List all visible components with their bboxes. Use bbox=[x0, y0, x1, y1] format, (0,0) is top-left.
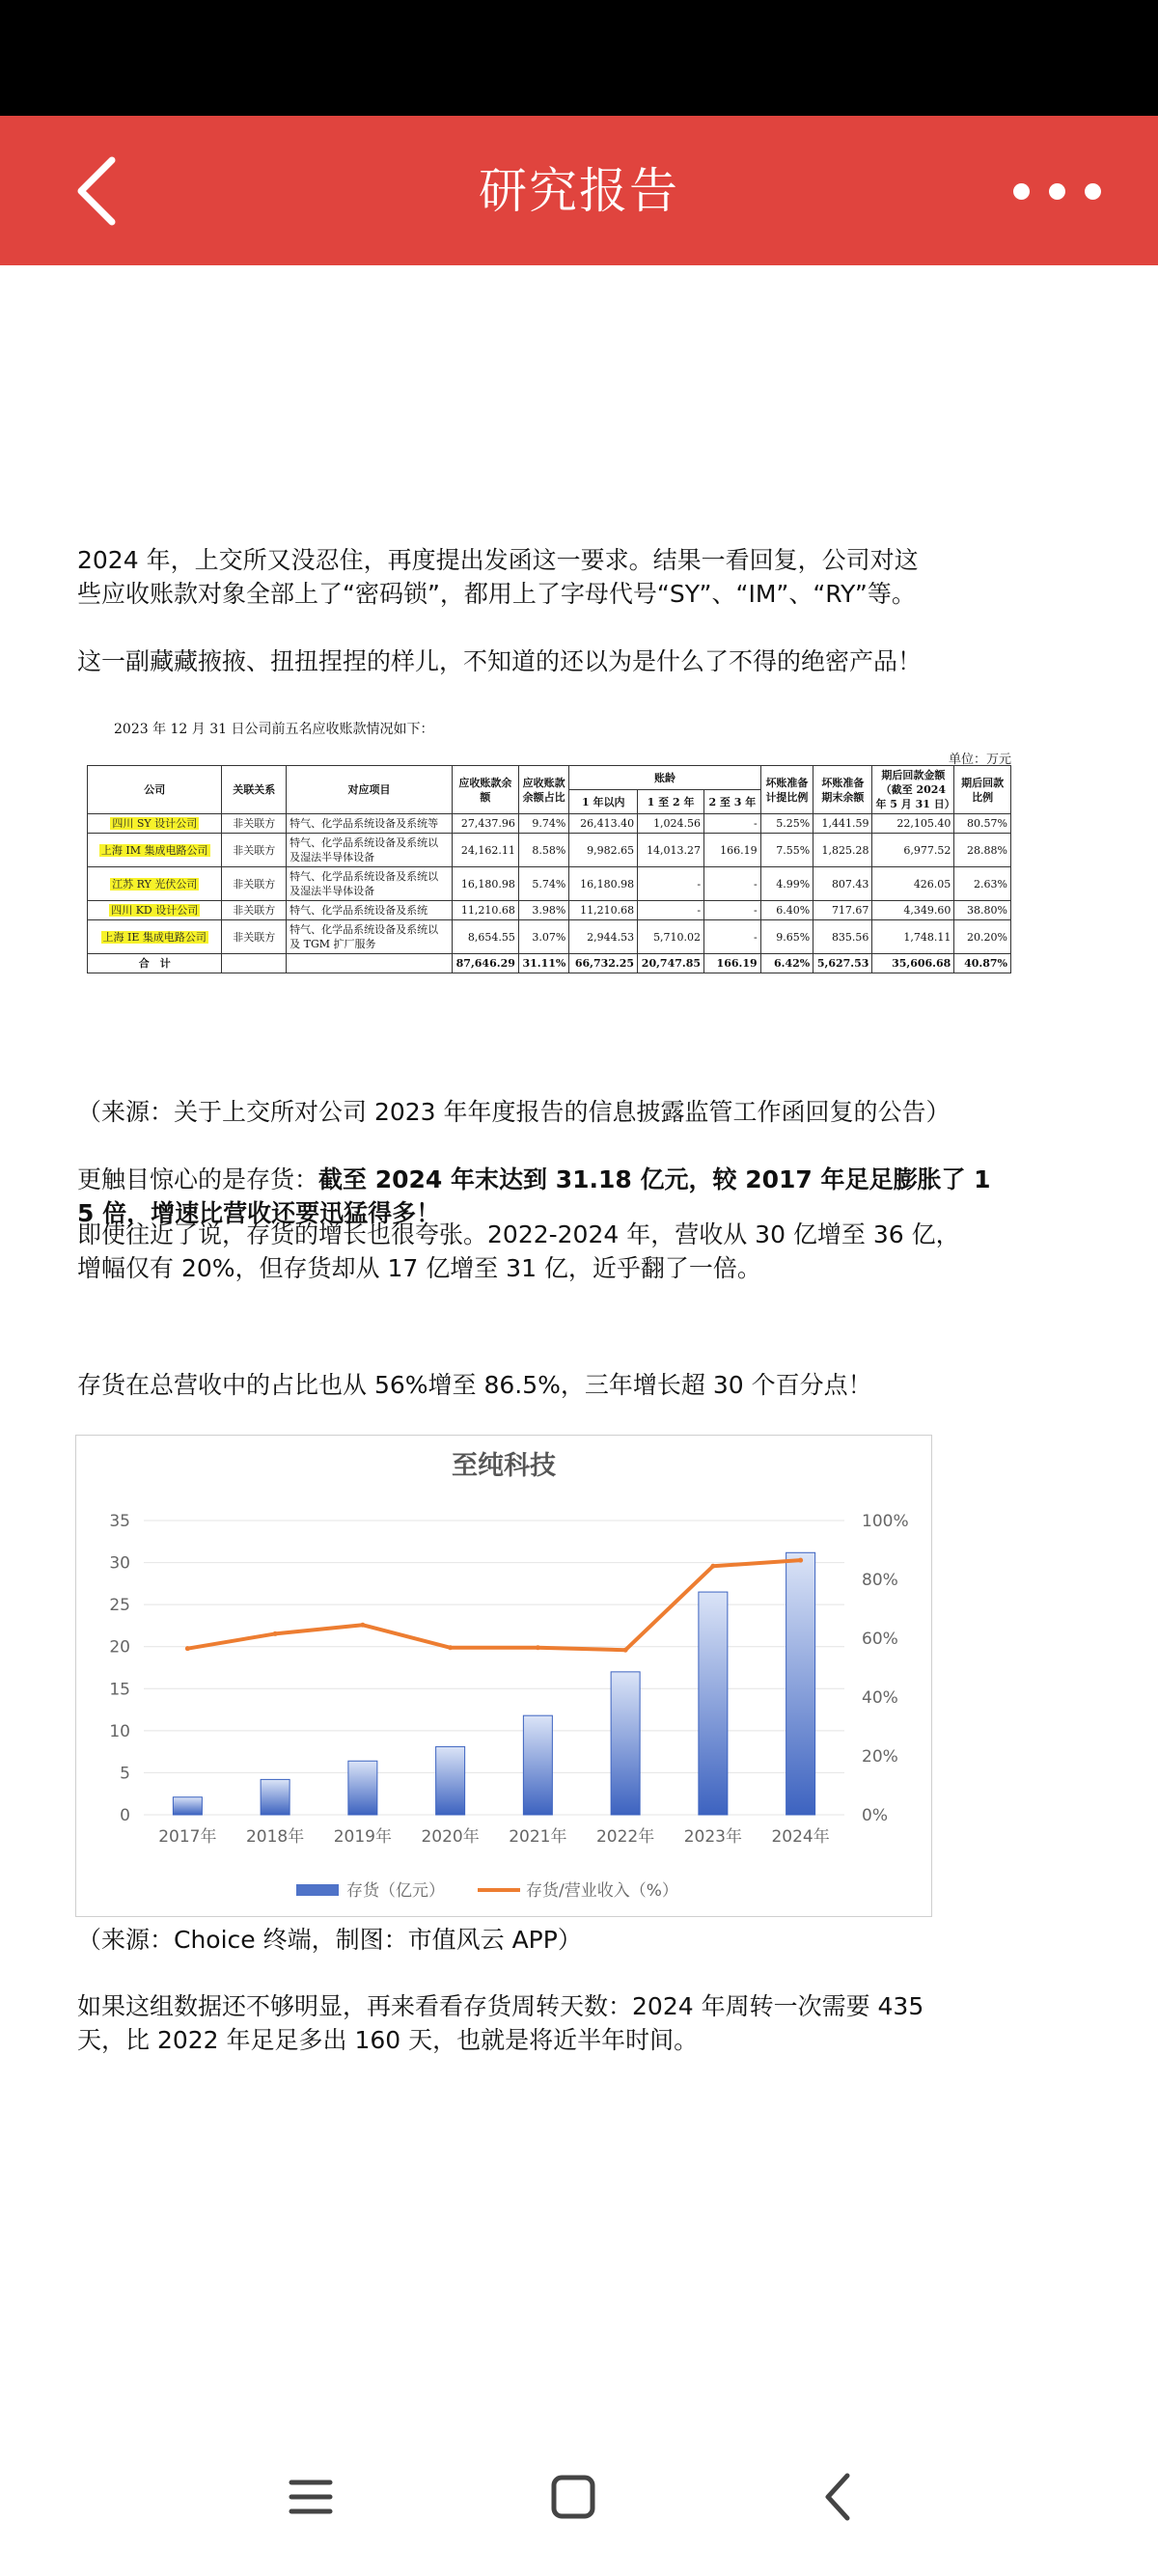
x-axis-tick-label: 2019年 bbox=[333, 1827, 393, 1847]
chevron-left-icon bbox=[811, 2468, 868, 2526]
cell-balance: 16,180.98 bbox=[452, 867, 518, 901]
ratio-line-point bbox=[536, 1645, 540, 1650]
paragraph-line: 如果这组数据还不够明显，再来看看存货周转天数：2024 年周转一次需要 435 bbox=[77, 1992, 924, 2020]
col-header-bad-end: 坏账准备期末余额 bbox=[813, 766, 872, 814]
cell-relation: 非关联方 bbox=[222, 867, 287, 901]
cell-age1: 2,944.53 bbox=[569, 920, 638, 954]
paragraph-line: 些应收账款对象全部上了“密码锁”，都用上了字母代号“SY”、“IM”、“RY”等。 bbox=[77, 580, 916, 608]
cell-age2: - bbox=[638, 867, 704, 901]
ratio-line-point bbox=[448, 1645, 453, 1650]
cell-bad-end: 835.56 bbox=[813, 920, 872, 954]
x-axis-tick-label: 2018年 bbox=[245, 1827, 305, 1847]
status-bar bbox=[0, 0, 1158, 116]
cell-project: 特气、化学品系统设备及系统等 bbox=[287, 814, 453, 834]
cell-bad-ratio: 4.99% bbox=[760, 867, 813, 901]
highlighted-company-name: 上海 IM 集成电路公司 bbox=[100, 843, 208, 857]
cell-collected-ratio: 38.80% bbox=[954, 901, 1011, 920]
ratio-line-point bbox=[273, 1631, 278, 1636]
col-header-relation: 关联关系 bbox=[222, 766, 287, 814]
cell-bad-ratio: 6.40% bbox=[760, 901, 813, 920]
cell-ratio: 8.58% bbox=[518, 834, 568, 867]
paragraph-line: 增幅仅有 20%，但存货却从 17 亿增至 31 亿，近乎翻了一倍。 bbox=[77, 1254, 761, 1282]
nav-back-button[interactable] bbox=[811, 2468, 868, 2526]
table-row bbox=[88, 834, 1011, 867]
cell-collected: 1,748.11 bbox=[872, 920, 954, 954]
cell-company bbox=[88, 834, 222, 867]
right-axis-tick-label: 20% bbox=[862, 1747, 898, 1767]
cell-age2: - bbox=[638, 901, 704, 920]
cell-balance: 8,654.55 bbox=[452, 920, 518, 954]
left-axis-tick-label: 15 bbox=[109, 1680, 130, 1700]
cell-ratio: 3.98% bbox=[518, 901, 568, 920]
cell-age3: - bbox=[704, 920, 761, 954]
paragraph-line: 2024 年，上交所又没忍住，再度提出发函这一要求。结果一看回复，公司对这 bbox=[77, 546, 919, 574]
paragraph: 这一副藏藏掖掖、扭扭捏捏的样儿，不知道的还以为是什么了不得的绝密产品！ bbox=[77, 647, 923, 675]
chart-svg bbox=[76, 1436, 931, 1916]
x-axis-tick-label: 2021年 bbox=[509, 1827, 567, 1847]
more-options-button[interactable] bbox=[1000, 152, 1116, 230]
cell-collected-ratio: 28.88% bbox=[954, 834, 1011, 867]
table-row bbox=[88, 867, 1011, 901]
inventory-chart bbox=[75, 1435, 932, 1917]
x-axis-tick-label: 2024年 bbox=[771, 1827, 830, 1847]
x-axis-tick-label: 2017年 bbox=[158, 1827, 217, 1847]
right-axis-tick-label: 40% bbox=[862, 1688, 898, 1708]
cell-relation: 非关联方 bbox=[222, 814, 287, 834]
cell-total-age1: 66,732.25 bbox=[569, 954, 638, 973]
legend-swatch-bar bbox=[296, 1884, 339, 1896]
col-header-collected: 期后回款金额（截至 2024 年 5 月 31 日） bbox=[872, 766, 954, 814]
cell-collected-ratio: 20.20% bbox=[954, 920, 1011, 954]
cell-collected-ratio: 2.63% bbox=[954, 867, 1011, 901]
bar-inventory bbox=[523, 1715, 552, 1815]
highlighted-company-name: 四川 KD 设计公司 bbox=[111, 904, 199, 917]
x-axis-tick-label: 2023年 bbox=[683, 1827, 743, 1847]
system-nav-bar bbox=[0, 2441, 1158, 2557]
table-row bbox=[88, 920, 1011, 954]
paragraph: 存货在总营收中的占比也从 56%增至 86.5%，三年增长超 30 个百分点！ bbox=[77, 1371, 872, 1399]
cell-age2: 1,024.56 bbox=[638, 814, 704, 834]
paragraph bbox=[77, 543, 1042, 611]
cell-collected: 6,977.52 bbox=[872, 834, 954, 867]
cell-bad-ratio: 9.65% bbox=[760, 920, 813, 954]
col-header-age1: 1 年以内 bbox=[569, 790, 638, 814]
left-axis-tick-label: 30 bbox=[109, 1553, 130, 1574]
cell-total-label: 合 计 bbox=[88, 954, 222, 973]
square-icon bbox=[544, 2468, 602, 2526]
bar-inventory bbox=[261, 1779, 290, 1815]
more-dot-icon bbox=[1049, 183, 1065, 200]
cell-relation: 非关联方 bbox=[222, 834, 287, 867]
cell-age1: 11,210.68 bbox=[569, 901, 638, 920]
cell-total-age3: 166.19 bbox=[704, 954, 761, 973]
col-header-bad-ratio: 坏账准备计提比例 bbox=[760, 766, 813, 814]
table-row bbox=[88, 901, 1011, 920]
cell-age1: 16,180.98 bbox=[569, 867, 638, 901]
highlighted-company-name: 江苏 RY 光伏公司 bbox=[112, 877, 198, 891]
receivables-table-figure bbox=[87, 719, 1011, 1085]
table-total-row bbox=[88, 954, 1011, 973]
cell-project: 特气、化学品系统设备及系统 bbox=[287, 901, 453, 920]
paragraph-bold-text: 截至 2024 年末达到 31.18 亿元，较 2017 年足足膨胀了 1 bbox=[318, 1165, 991, 1193]
cell-collected-ratio: 80.57% bbox=[954, 814, 1011, 834]
cell-ratio: 5.74% bbox=[518, 867, 568, 901]
cell-bad-end: 807.43 bbox=[813, 867, 872, 901]
table-caption: 2023 年 12 月 31 日公司前五名应收账款情况如下： bbox=[114, 722, 434, 737]
cell-age1: 26,413.40 bbox=[569, 814, 638, 834]
recent-apps-button[interactable] bbox=[282, 2468, 340, 2526]
cell-bad-ratio: 5.25% bbox=[760, 814, 813, 834]
cell-bad-end: 717.67 bbox=[813, 901, 872, 920]
left-axis-tick-label: 25 bbox=[109, 1596, 130, 1616]
right-axis-tick-label: 0% bbox=[862, 1806, 888, 1825]
bar-inventory bbox=[348, 1761, 377, 1815]
cell-company bbox=[88, 867, 222, 901]
ratio-line-point bbox=[623, 1648, 628, 1653]
cell-company bbox=[88, 901, 222, 920]
cell-total-collected-ratio: 40.87% bbox=[954, 954, 1011, 973]
cell-age3: - bbox=[704, 901, 761, 920]
bar-inventory bbox=[173, 1797, 202, 1815]
cell-project: 特气、化学品系统设备及系统以及湿法半导体设备 bbox=[287, 867, 453, 901]
left-axis-tick-label: 0 bbox=[120, 1806, 130, 1825]
col-header-age2: 1 至 2 年 bbox=[638, 790, 704, 814]
paragraph bbox=[77, 1989, 1081, 2057]
cell-ratio: 3.07% bbox=[518, 920, 568, 954]
source-caption: （来源：关于上交所对公司 2023 年年度报告的信息披露监管工作函回复的公告） bbox=[77, 1098, 951, 1126]
cell-company bbox=[88, 814, 222, 834]
menu-lines-icon bbox=[282, 2468, 340, 2526]
ratio-line-point bbox=[710, 1564, 715, 1569]
col-header-balance: 应收账款余额 bbox=[452, 766, 518, 814]
ratio-line-point bbox=[360, 1623, 365, 1628]
cell-collected: 22,105.40 bbox=[872, 814, 954, 834]
cell-age2: 5,710.02 bbox=[638, 920, 704, 954]
cell-company bbox=[88, 920, 222, 954]
receivables-table bbox=[87, 765, 1011, 973]
cell-age3: - bbox=[704, 867, 761, 901]
left-axis-tick-label: 10 bbox=[109, 1721, 130, 1741]
cell-ratio: 9.74% bbox=[518, 814, 568, 834]
left-axis-tick-label: 20 bbox=[109, 1637, 130, 1658]
paragraph-line: 即使往近了说，存货的增长也很夸张。2022-2024 年，营收从 30 亿增至 36 亿， bbox=[77, 1220, 960, 1248]
col-header-aging: 账龄 bbox=[569, 766, 760, 790]
left-axis-tick-label: 5 bbox=[120, 1764, 130, 1784]
paragraph-bold-text: 5 倍，增速比营收还要迅猛得多！ bbox=[77, 1199, 441, 1227]
cell-empty bbox=[222, 954, 287, 973]
cell-project: 特气、化学品系统设备及系统以及湿法半导体设备 bbox=[287, 834, 453, 867]
cell-total-age2: 20,747.85 bbox=[638, 954, 704, 973]
ratio-line-point bbox=[798, 1558, 803, 1563]
page-title: 研究报告 bbox=[479, 163, 679, 219]
bar-inventory bbox=[611, 1672, 640, 1815]
more-dot-icon bbox=[1013, 183, 1030, 200]
cell-total-balance: 87,646.29 bbox=[452, 954, 518, 973]
right-axis-tick-label: 80% bbox=[862, 1571, 898, 1590]
cell-bad-end: 1,441.59 bbox=[813, 814, 872, 834]
cell-total-collected: 35,606.68 bbox=[872, 954, 954, 973]
cell-collected: 4,349.60 bbox=[872, 901, 954, 920]
left-axis-tick-label: 35 bbox=[109, 1512, 130, 1531]
x-axis-tick-label: 2022年 bbox=[595, 1827, 655, 1847]
legend-label-line: 存货/营业收入（%） bbox=[526, 1881, 678, 1901]
cell-balance: 27,437.96 bbox=[452, 814, 518, 834]
cell-relation: 非关联方 bbox=[222, 901, 287, 920]
right-axis-tick-label: 60% bbox=[862, 1630, 898, 1649]
legend-label-bar: 存货（亿元） bbox=[346, 1881, 445, 1901]
bar-inventory bbox=[786, 1552, 815, 1815]
cell-age3: 166.19 bbox=[704, 834, 761, 867]
more-dot-icon bbox=[1085, 183, 1101, 200]
cell-relation: 非关联方 bbox=[222, 920, 287, 954]
cell-bad-ratio: 7.55% bbox=[760, 834, 813, 867]
cell-total-bad-end: 5,627.53 bbox=[813, 954, 872, 973]
bar-inventory bbox=[436, 1746, 465, 1815]
table-row bbox=[88, 814, 1011, 834]
chart-title: 至纯科技 bbox=[452, 1451, 556, 1481]
paragraph-line bbox=[77, 1163, 1081, 1196]
col-header-ratio: 应收账款余额占比 bbox=[518, 766, 568, 814]
cell-bad-end: 1,825.28 bbox=[813, 834, 872, 867]
cell-age2: 14,013.27 bbox=[638, 834, 704, 867]
cell-project: 特气、化学品系统设备及系统以及 TGM 扩厂服务 bbox=[287, 920, 453, 954]
paragraph-line: 天，比 2022 年足足多出 160 天，也就是将近半年时间。 bbox=[77, 2026, 699, 2054]
col-header-project: 对应项目 bbox=[287, 766, 453, 814]
cell-total-bad-ratio: 6.42% bbox=[760, 954, 813, 973]
col-header-company: 公司 bbox=[88, 766, 222, 814]
right-axis-tick-label: 100% bbox=[862, 1512, 909, 1531]
col-header-age3: 2 至 3 年 bbox=[704, 790, 761, 814]
x-axis-tick-label: 2020年 bbox=[421, 1827, 480, 1847]
cell-balance: 24,162.11 bbox=[452, 834, 518, 867]
home-button[interactable] bbox=[544, 2468, 602, 2526]
cell-age3: - bbox=[704, 814, 761, 834]
cell-age1: 9,982.65 bbox=[569, 834, 638, 867]
cell-empty bbox=[287, 954, 453, 973]
source-caption: （来源：Choice 终端，制图：市值风云 APP） bbox=[77, 1926, 582, 1954]
paragraph-text: 更触目惊心的是存货： bbox=[77, 1165, 319, 1193]
cell-balance: 11,210.68 bbox=[452, 901, 518, 920]
cell-collected: 426.05 bbox=[872, 867, 954, 901]
app-bar bbox=[0, 116, 1158, 265]
highlighted-company-name: 上海 IE 集成电路公司 bbox=[102, 930, 207, 944]
table-unit: 单位：万元 bbox=[948, 753, 1011, 767]
cell-total-ratio: 31.11% bbox=[518, 954, 568, 973]
col-header-collected-ratio: 期后回款比例 bbox=[954, 766, 1011, 814]
highlighted-company-name: 四川 SY 设计公司 bbox=[112, 817, 198, 830]
ratio-line-point bbox=[185, 1646, 190, 1651]
bar-inventory bbox=[699, 1592, 728, 1815]
